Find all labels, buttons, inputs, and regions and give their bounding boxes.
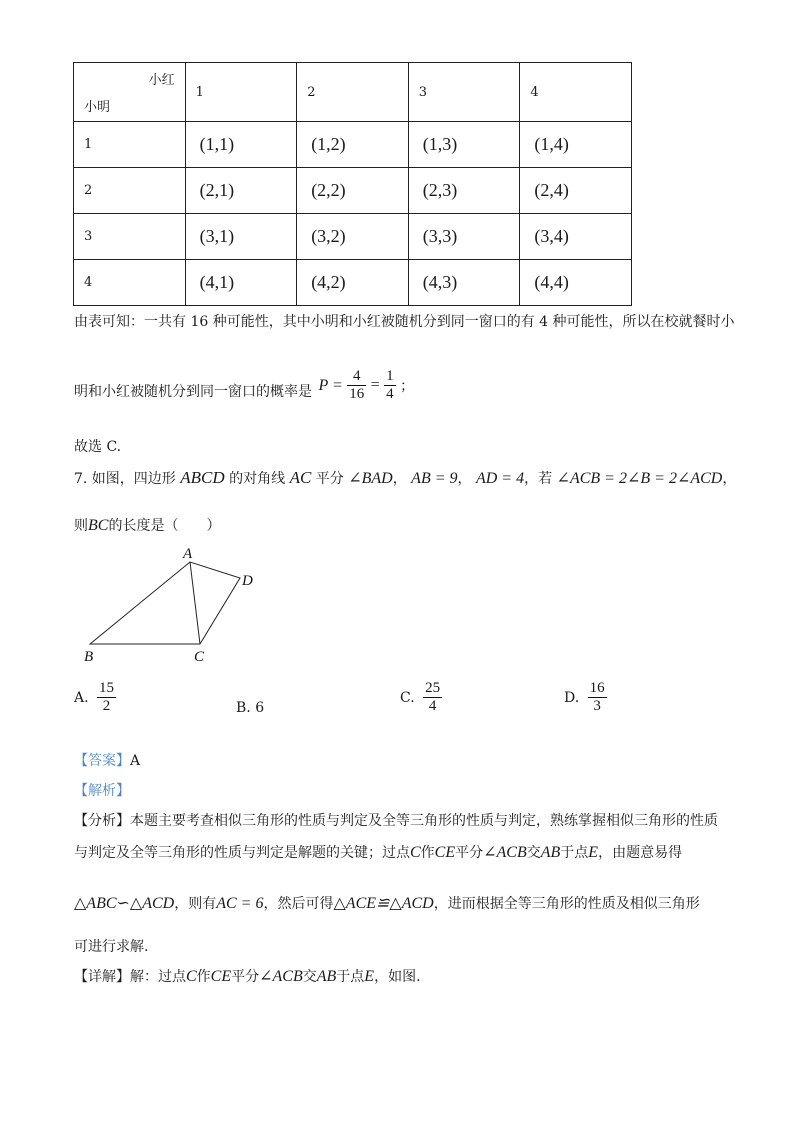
option-d-denominator: 3 (588, 697, 607, 715)
option-a (74, 680, 116, 715)
answer-line (74, 750, 140, 770)
quadrilateral-figure (80, 540, 280, 665)
fenxi-line-3 (74, 893, 700, 913)
xiangjie-text: 于点 (336, 969, 365, 985)
table-cell: (2,4) (520, 168, 632, 214)
q7-diag-text: 的对角线 (229, 471, 286, 487)
fenxi-text: 平分 (455, 845, 484, 861)
table-cell: (4,1) (185, 260, 297, 306)
diagonal-ac (190, 562, 200, 644)
summary-line-1: 由表可知：一共有 16 种可能性，其中小明和小红被随机分到同一窗口的有 4 种可能性，所以在校就餐时小 (74, 314, 735, 330)
q7-angle-bad: ∠BAD (348, 470, 393, 487)
prob-numerator-2: 1 (386, 368, 394, 384)
option-c-numerator: 25 (425, 680, 441, 696)
q7-line2-suffix: 的长度是（ ） (108, 518, 221, 534)
q7-line2-prefix: 则 (74, 518, 88, 534)
table-cell: (2,3) (408, 168, 520, 214)
option-b-letter: B. (236, 700, 251, 716)
label-b: B (84, 649, 94, 665)
option-d-letter: D. (564, 689, 580, 706)
col-header: 1 (185, 63, 297, 122)
xiangjie-text: 作 (196, 969, 211, 985)
col-header: 3 (408, 63, 520, 122)
math-similar: △ABC∽△ACD (74, 895, 175, 912)
math-c: C (186, 968, 197, 985)
math-ce: CE (434, 844, 456, 861)
analysis-tag: 【解析】 (74, 783, 130, 799)
table-cell: (4,2) (297, 260, 409, 306)
table-cell: (3,3) (408, 214, 520, 260)
prob-denominator-1: 16 (349, 386, 365, 402)
q7-abcd: ABCD (180, 468, 225, 487)
col-header: 2 (297, 63, 409, 122)
choose-line: 故选 C. (74, 439, 122, 455)
table-row (74, 260, 632, 306)
row-header: 2 (74, 168, 186, 214)
option-b-value: 6 (255, 700, 265, 716)
table-cell: (2,1) (185, 168, 297, 214)
fenxi-text: ，由题意易得 (598, 845, 683, 861)
table-cell: (1,1) (185, 122, 297, 168)
fenxi-line-4: 可进行求解. (74, 939, 149, 955)
q7-ab-value: AB = 9 (411, 470, 458, 487)
prob-numerator-1: 4 (352, 368, 361, 384)
table-cell: (1,3) (408, 122, 520, 168)
summary-line-2-text: 明和小红被随机分到同一窗口的概率是 (74, 384, 312, 400)
fenxi-text: ，则有 (174, 896, 217, 912)
xiangjie-text: 交 (302, 969, 317, 985)
option-d-fraction (588, 680, 607, 715)
answer-value: A (130, 753, 141, 769)
xiangjie-text: 平分 (231, 969, 260, 985)
table-cell: (3,2) (297, 214, 409, 260)
q7-bisect-text: 平分 (315, 471, 344, 487)
table-cell: (2,2) (297, 168, 409, 214)
prob-fraction-1 (347, 368, 366, 403)
fenxi-text: 与判定及全等三角形的性质与判定是解题的关键；过点 (74, 845, 410, 861)
fenxi-tag: 【分析】 (74, 813, 130, 829)
table-cell: (3,4) (520, 214, 632, 260)
xiangjie-text: 解：过点 (130, 969, 186, 985)
table-corner-cell (74, 63, 186, 122)
xiangjie-tag: 【详解】 (74, 969, 130, 985)
question-7-line-2 (74, 515, 220, 535)
option-c-letter: C. (400, 689, 415, 706)
row-header: 3 (74, 214, 186, 260)
option-d (564, 680, 607, 715)
math-angle-acb: ∠ACB (483, 844, 527, 861)
option-c-fraction (423, 680, 442, 715)
question-7-line-1 (74, 468, 736, 488)
q7-if-text: ，若 (524, 471, 553, 487)
col-header: 4 (520, 63, 632, 122)
q7-comma: ， (457, 471, 472, 487)
math-ab: AB (316, 968, 337, 985)
option-a-letter: A. (74, 689, 89, 706)
fenxi-text: ，进而根据全等三角形的性质及相似三角形 (433, 896, 700, 912)
quadrilateral-outline (90, 562, 240, 644)
option-a-denominator: 2 (97, 697, 116, 715)
math-ce: CE (210, 968, 232, 985)
math-ac-value: AC = 6 (216, 895, 264, 912)
fenxi-line-2 (74, 842, 682, 862)
table-cell: (1,4) (520, 122, 632, 168)
answer-tag: 【答案】 (74, 753, 130, 769)
fenxi-text: ，然后可得 (263, 896, 334, 912)
prob-end: ； (400, 378, 415, 395)
q7-ac: AC (289, 468, 312, 487)
math-e: E (364, 968, 375, 985)
table-cell: (1,2) (297, 122, 409, 168)
xiangjie-text: ，如图. (374, 969, 421, 985)
prob-fraction-2 (384, 368, 396, 403)
analysis-line (74, 780, 130, 800)
q7-number: 7. 如图，四边形 (74, 471, 176, 487)
table-row (74, 168, 632, 214)
q7-ad-value: AD = 4 (475, 470, 525, 487)
option-a-fraction (97, 680, 116, 715)
corner-bottom-label: 小明 (84, 100, 111, 115)
xiangjie-line (74, 966, 421, 986)
fenxi-line-1 (74, 810, 718, 830)
math-ab: AB (540, 844, 561, 861)
row-header: 1 (74, 122, 186, 168)
math-c: C (410, 844, 421, 861)
q7-comma: ， (722, 471, 737, 487)
table-cell: (3,1) (185, 214, 297, 260)
math-congruent: △ACE≌△ACD (333, 895, 434, 912)
option-d-numerator: 16 (589, 680, 605, 696)
fenxi-text: 作 (420, 845, 435, 861)
table-row (74, 122, 632, 168)
option-b (236, 700, 264, 716)
option-a-numerator: 15 (99, 680, 115, 696)
option-c-denominator: 4 (423, 697, 442, 715)
fenxi-text: 交 (526, 845, 541, 861)
probability-table (73, 62, 632, 306)
option-c (400, 680, 442, 715)
label-c: C (194, 649, 205, 665)
fenxi-text-1: 本题主要考查相似三角形的性质与判定及全等三角形的性质与判定，熟练掌握相似三角形的性质 (130, 813, 718, 829)
math-e: E (588, 844, 599, 861)
prob-denominator-2: 4 (386, 386, 394, 402)
fenxi-text: 于点 (560, 845, 589, 861)
q7-condition: ∠ACB = 2∠B = 2∠ACD (556, 470, 723, 487)
corner-top-label: 小红 (148, 73, 175, 88)
prob-P: P = (318, 376, 343, 394)
table-cell: (4,3) (408, 260, 520, 306)
math-angle-acb: ∠ACB (259, 968, 303, 985)
prob-equals: = (370, 376, 380, 394)
table-cell: (4,4) (520, 260, 632, 306)
row-header: 4 (74, 260, 186, 306)
q7-comma: ， (392, 471, 407, 487)
table-header-row (74, 63, 632, 122)
label-a: A (183, 546, 193, 562)
table-row (74, 214, 632, 260)
summary-line-2 (74, 368, 414, 403)
q7-bc: BC (88, 517, 109, 534)
label-d: D (242, 573, 253, 589)
